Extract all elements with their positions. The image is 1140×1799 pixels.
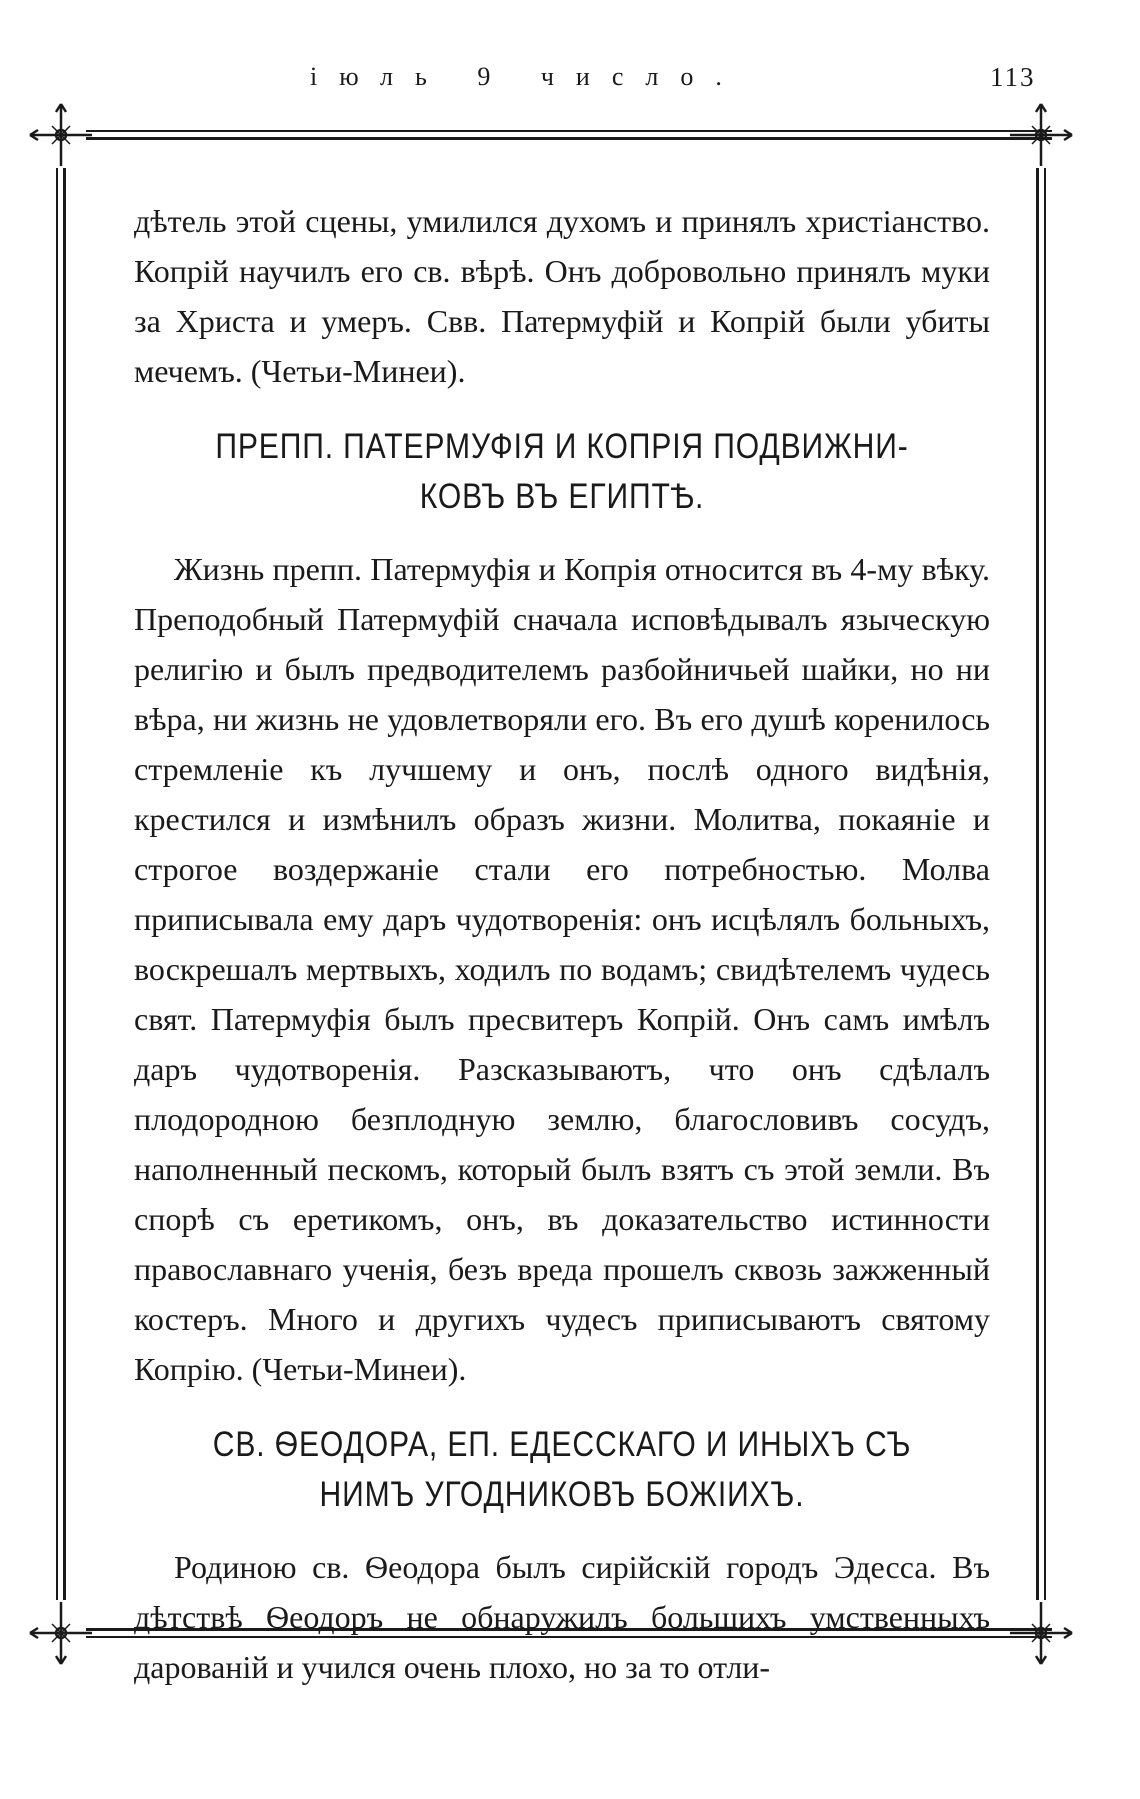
corner-ornament-top-right-icon bbox=[1006, 100, 1076, 170]
section-heading-1-line-1: ПРЕПП. ПАТЕРМУФІЯ И КОПРІЯ ПОДВИЖНИ- bbox=[215, 427, 909, 466]
page-number: 113 bbox=[990, 62, 1036, 92]
section-heading-2-line-2: НИМЪ УГОДНИКОВЪ БОЖІИХЪ. bbox=[319, 1475, 805, 1514]
page-content bbox=[134, 196, 990, 1692]
section-heading-2-line-1: СВ. ѲЕОДОРА, ЕП. ЕДЕССКАГО И ИНЫХЪ СЪ bbox=[212, 1425, 912, 1464]
paragraph-3: Родиною св. Ѳеодора былъ сирійскій городъ Эдесса. Въ дѣтствѣ Ѳеодоръ не обнаружилъ большихъ умственныхъ дарованій и учился очень плохо, но за то отли- bbox=[134, 1549, 990, 1685]
running-title: іюль 9 число. bbox=[310, 62, 744, 91]
section-heading-1-line-2: КОВЪ ВЪ ЕГИПТѢ. bbox=[419, 477, 705, 516]
corner-ornament-top-left-icon bbox=[26, 100, 96, 170]
frame-right-rule-inner bbox=[1044, 168, 1046, 1600]
frame-right-rule-outer bbox=[1036, 168, 1039, 1600]
running-head bbox=[0, 62, 1140, 102]
frame-top-rule-inner bbox=[86, 137, 1052, 140]
corner-ornament-bottom-left-icon bbox=[26, 1598, 96, 1668]
frame-left-rule-inner bbox=[63, 168, 66, 1600]
paragraph-1: дѣтель этой сцены, умилился духомъ и принялъ христіанство. Копрій научилъ его св. вѣрѣ. Онъ добровольно принялъ муки за Христа и умеръ. Свв. Патермуфій и Копрій были убиты мечемъ. (Четьи-Минеи). bbox=[134, 203, 990, 389]
corner-ornament-bottom-right-icon bbox=[1006, 1598, 1076, 1668]
paragraph-2: Жизнь препп. Патермуфія и Копрія относится въ 4-му вѣку. Преподобный Патермуфій сначала исповѣдывалъ языческую религію и былъ предводителемъ разбойничьей шайки, но ни вѣра, ни жизнь не удовлетворяли его. Въ его душѣ коренилось стремленіе къ лучшему и онъ, послѣ одного видѣнія, крестился и измѣнилъ образъ жизни. Молитва, покаяніе и строгое воздержаніе стали его потребностью. Молва приписывала ему даръ чудотворенія: онъ исцѣлялъ больныхъ, воскрешалъ мертвыхъ, ходилъ по водамъ; свидѣтелемъ чудесь свят. Патермуфія былъ пресвитеръ Копрій. Онъ самъ имѣлъ даръ чудотворенія. Разсказываютъ, что онъ сдѣлалъ плодородною безплодную землю, благословивъ сосудъ, наполненный пескомъ, который былъ взятъ съ этой земли. Въ спорѣ съ еретикомъ, онъ, въ доказательство истинности православнаго ученія, безъ вреда прошелъ сквозь зажженный костеръ. Много и другихъ чудесъ приписываютъ святому Копрію. (Четьи-Минеи). bbox=[134, 551, 990, 1387]
frame-top-rule-outer bbox=[86, 130, 1052, 132]
frame-left-rule-outer bbox=[56, 168, 58, 1600]
